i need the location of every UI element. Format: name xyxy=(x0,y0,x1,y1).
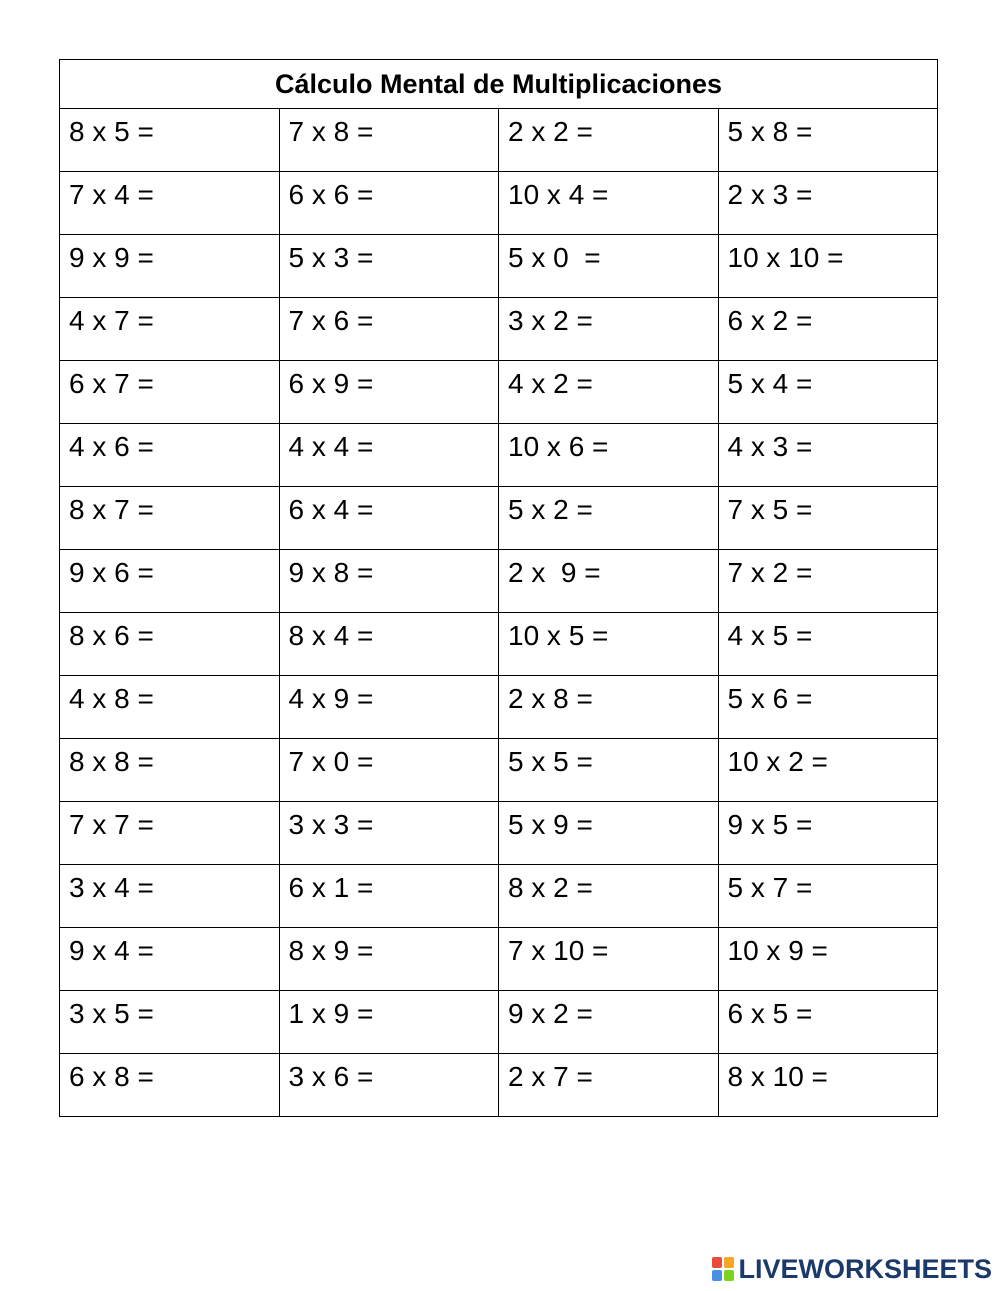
problem-cell[interactable]: 4 x 2 = xyxy=(499,361,719,424)
problem-cell[interactable]: 6 x 7 = xyxy=(60,361,280,424)
problem-row xyxy=(60,613,938,676)
problem-cell[interactable]: 5 x 9 = xyxy=(499,802,719,865)
problem-cell[interactable]: 4 x 5 = xyxy=(718,613,938,676)
problem-cell[interactable]: 2 x 2 = xyxy=(499,109,719,172)
problem-cell[interactable]: 7 x 4 = xyxy=(60,172,280,235)
problem-cell[interactable]: 7 x 6 = xyxy=(279,298,499,361)
problem-cell[interactable]: 10 x 6 = xyxy=(499,424,719,487)
problem-cell[interactable]: 10 x 2 = xyxy=(718,739,938,802)
problem-cell[interactable]: 9 x 6 = xyxy=(60,550,280,613)
problem-cell[interactable]: 9 x 5 = xyxy=(718,802,938,865)
problem-cell[interactable]: 3 x 2 = xyxy=(499,298,719,361)
problem-row xyxy=(60,865,938,928)
problem-cell[interactable]: 5 x 3 = xyxy=(279,235,499,298)
problem-cell[interactable]: 5 x 6 = xyxy=(718,676,938,739)
problem-cell[interactable]: 1 x 9 = xyxy=(279,991,499,1054)
problem-row xyxy=(60,676,938,739)
problem-cell[interactable]: 7 x 7 = xyxy=(60,802,280,865)
problem-cell[interactable]: 8 x 8 = xyxy=(60,739,280,802)
problem-cell[interactable]: 8 x 10 = xyxy=(718,1054,938,1117)
footer-brand xyxy=(712,1254,992,1284)
problem-cell[interactable]: 3 x 6 = xyxy=(279,1054,499,1117)
problem-cell[interactable]: 7 x 8 = xyxy=(279,109,499,172)
problem-cell[interactable]: 9 x 8 = xyxy=(279,550,499,613)
problem-cell[interactable]: 7 x 10 = xyxy=(499,928,719,991)
problem-cell[interactable]: 6 x 9 = xyxy=(279,361,499,424)
multiplication-worksheet-table xyxy=(59,59,938,1117)
problem-cell[interactable]: 9 x 9 = xyxy=(60,235,280,298)
logo-square-red xyxy=(712,1257,722,1268)
problem-cell[interactable]: 3 x 4 = xyxy=(60,865,280,928)
problem-cell[interactable]: 6 x 5 = xyxy=(718,991,938,1054)
problem-cell[interactable]: 10 x 5 = xyxy=(499,613,719,676)
problem-row xyxy=(60,424,938,487)
problem-cell[interactable]: 2 x 8 = xyxy=(499,676,719,739)
problem-cell[interactable]: 5 x 8 = xyxy=(718,109,938,172)
problem-cell[interactable]: 4 x 3 = xyxy=(718,424,938,487)
problem-cell[interactable]: 4 x 8 = xyxy=(60,676,280,739)
problem-row xyxy=(60,109,938,172)
worksheet-title: Cálculo Mental de Multiplicaciones xyxy=(60,60,938,109)
problem-cell[interactable]: 8 x 6 = xyxy=(60,613,280,676)
problem-row xyxy=(60,928,938,991)
problem-row xyxy=(60,739,938,802)
problem-cell[interactable]: 6 x 4 = xyxy=(279,487,499,550)
logo-square-green xyxy=(724,1270,734,1281)
problem-cell[interactable]: 5 x 5 = xyxy=(499,739,719,802)
problem-cell[interactable]: 6 x 2 = xyxy=(718,298,938,361)
problem-cell[interactable]: 2 x 7 = xyxy=(499,1054,719,1117)
problem-cell[interactable]: 2 x 9 = xyxy=(499,550,719,613)
liveworksheets-logo-icon xyxy=(712,1257,734,1281)
problem-cell[interactable]: 8 x 2 = xyxy=(499,865,719,928)
problem-cell[interactable]: 3 x 5 = xyxy=(60,991,280,1054)
problem-cell[interactable]: 8 x 4 = xyxy=(279,613,499,676)
problem-cell[interactable]: 6 x 6 = xyxy=(279,172,499,235)
problem-cell[interactable]: 10 x 4 = xyxy=(499,172,719,235)
problem-cell[interactable]: 4 x 9 = xyxy=(279,676,499,739)
logo-square-orange xyxy=(724,1257,734,1268)
title-row xyxy=(60,60,938,109)
problems-body xyxy=(60,109,938,1117)
problem-cell[interactable]: 5 x 7 = xyxy=(718,865,938,928)
problem-cell[interactable]: 5 x 0 = xyxy=(499,235,719,298)
problem-cell[interactable]: 4 x 6 = xyxy=(60,424,280,487)
problem-cell[interactable]: 5 x 2 = xyxy=(499,487,719,550)
problem-cell[interactable]: 4 x 4 = xyxy=(279,424,499,487)
problem-row xyxy=(60,802,938,865)
problem-row xyxy=(60,235,938,298)
problem-cell[interactable]: 9 x 2 = xyxy=(499,991,719,1054)
problem-cell[interactable]: 8 x 5 = xyxy=(60,109,280,172)
problem-cell[interactable]: 8 x 9 = xyxy=(279,928,499,991)
problem-cell[interactable]: 8 x 7 = xyxy=(60,487,280,550)
problem-cell[interactable]: 10 x 10 = xyxy=(718,235,938,298)
problem-row xyxy=(60,1054,938,1117)
brand-name: LIVEWORKSHEETS xyxy=(738,1254,992,1284)
problem-row xyxy=(60,298,938,361)
problem-row xyxy=(60,487,938,550)
problem-cell[interactable]: 5 x 4 = xyxy=(718,361,938,424)
problem-row xyxy=(60,550,938,613)
problem-row xyxy=(60,172,938,235)
problem-cell[interactable]: 6 x 1 = xyxy=(279,865,499,928)
problem-cell[interactable]: 7 x 5 = xyxy=(718,487,938,550)
problem-row xyxy=(60,991,938,1054)
problem-cell[interactable]: 7 x 0 = xyxy=(279,739,499,802)
problem-cell[interactable]: 2 x 3 = xyxy=(718,172,938,235)
logo-square-blue xyxy=(712,1270,722,1281)
problem-row xyxy=(60,361,938,424)
problem-cell[interactable]: 3 x 3 = xyxy=(279,802,499,865)
problem-cell[interactable]: 9 x 4 = xyxy=(60,928,280,991)
problem-cell[interactable]: 4 x 7 = xyxy=(60,298,280,361)
problem-cell[interactable]: 10 x 9 = xyxy=(718,928,938,991)
problem-cell[interactable]: 6 x 8 = xyxy=(60,1054,280,1117)
problem-cell[interactable]: 7 x 2 = xyxy=(718,550,938,613)
